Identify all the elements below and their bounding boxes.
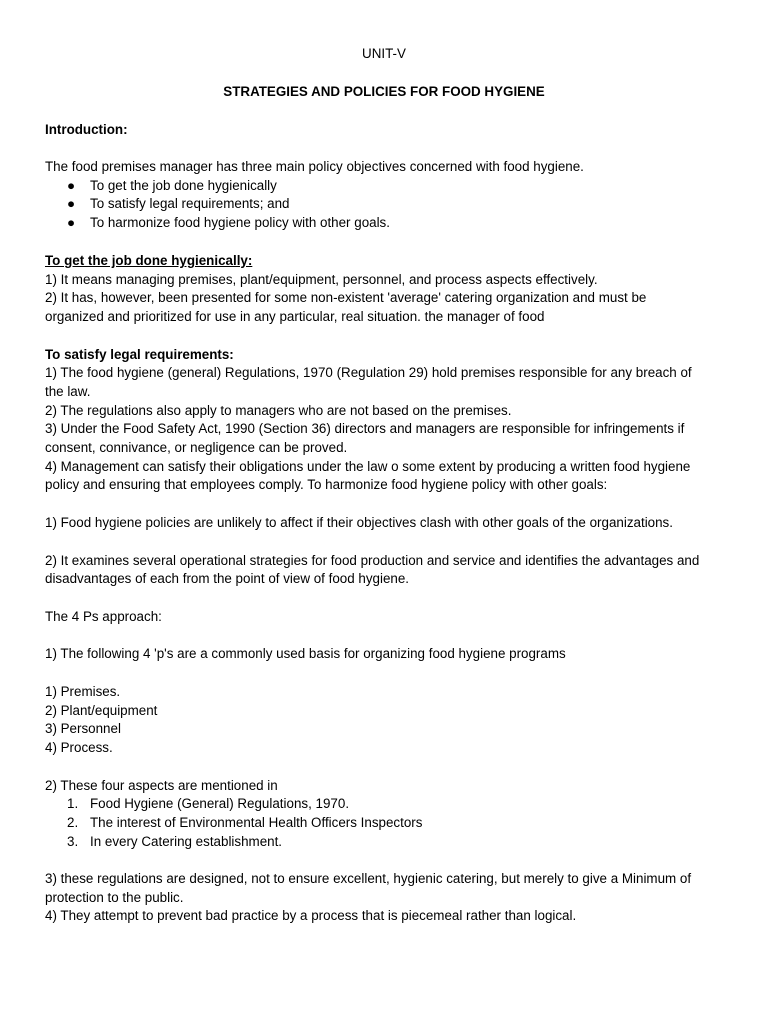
ps-heading: The 4 Ps approach:	[45, 609, 162, 624]
section-line: 3) Under the Food Safety Act, 1990 (Section 36) directors and managers are responsible for infringements if	[45, 421, 685, 436]
paragraph: disadvantages of each from the point of view of food hygiene.	[45, 571, 410, 586]
section-line: policy and ensuring that employees comply. To harmonize food hygiene policy with other goals:	[45, 477, 608, 492]
intro-heading: Introduction:	[45, 122, 128, 137]
intro-text: The food premises manager has three main policy objectives concerned with food hygiene.	[45, 159, 584, 174]
bullet-icon: ●	[67, 215, 76, 230]
unit-label: UNIT-V	[362, 46, 406, 61]
numbered-item: 3. In every Catering establishment.	[67, 834, 283, 849]
section-heading-legal: To satisfy legal requirements:	[45, 347, 234, 362]
ps-item: 4) Process.	[45, 740, 113, 755]
section-heading-hygienic: To get the job done hygienically:	[45, 253, 253, 268]
bullet-icon: ●	[67, 196, 76, 211]
paragraph: 1) The following 4 'p's are a commonly used basis for organizing food hygiene programs	[45, 646, 566, 661]
ps-item: 1) Premises.	[45, 684, 121, 699]
paragraph: protection to the public.	[45, 890, 184, 905]
numbered-item: 1. Food Hygiene (General) Regulations, 1970.	[67, 796, 350, 811]
objective-item: ● To satisfy legal requirements; and	[67, 196, 290, 211]
section-line: 2) It has, however, been presented for some non-existent 'average' catering organization and must be	[45, 290, 647, 305]
paragraph: 2) It examines several operational strategies for food production and service and identifies the advantages and	[45, 553, 700, 568]
section-line: 4) Management can satisfy their obligations under the law o some extent by producing a written food hygiene	[45, 459, 691, 474]
paragraph: 3) these regulations are designed, not to ensure excellent, hygienic catering, but merely to give a Minimum of	[45, 871, 692, 886]
paragraph: 2) These four aspects are mentioned in	[45, 778, 278, 793]
bullet-icon: ●	[67, 178, 76, 193]
ps-item: 3) Personnel	[45, 721, 121, 736]
section-line: 2) The regulations also apply to managers who are not based on the premises.	[45, 403, 512, 418]
paragraph: 1) Food hygiene policies are unlikely to affect if their objectives clash with other goals of the organizations.	[45, 515, 673, 530]
section-line: 1) It means managing premises, plant/equipment, personnel, and process aspects effectively.	[45, 272, 598, 287]
document-title: STRATEGIES AND POLICIES FOR FOOD HYGIENE	[223, 84, 545, 99]
ps-item: 2) Plant/equipment	[45, 703, 158, 718]
section-line: consent, connivance, or negligence can be proved.	[45, 440, 348, 455]
objective-item: ● To harmonize food hygiene policy with other goals.	[67, 215, 390, 230]
section-line: the law.	[45, 384, 91, 399]
objective-item: ● To get the job done hygienically	[67, 178, 277, 193]
paragraph: 4) They attempt to prevent bad practice by a process that is piecemeal rather than logical.	[45, 908, 577, 923]
section-line: organized and prioritized for use in any particular, real situation. the manager of food	[45, 309, 545, 324]
numbered-item: 2. The interest of Environmental Health Officers Inspectors	[67, 815, 423, 830]
section-line: 1) The food hygiene (general) Regulations, 1970 (Regulation 29) hold premises responsible for any breach of	[45, 365, 692, 380]
